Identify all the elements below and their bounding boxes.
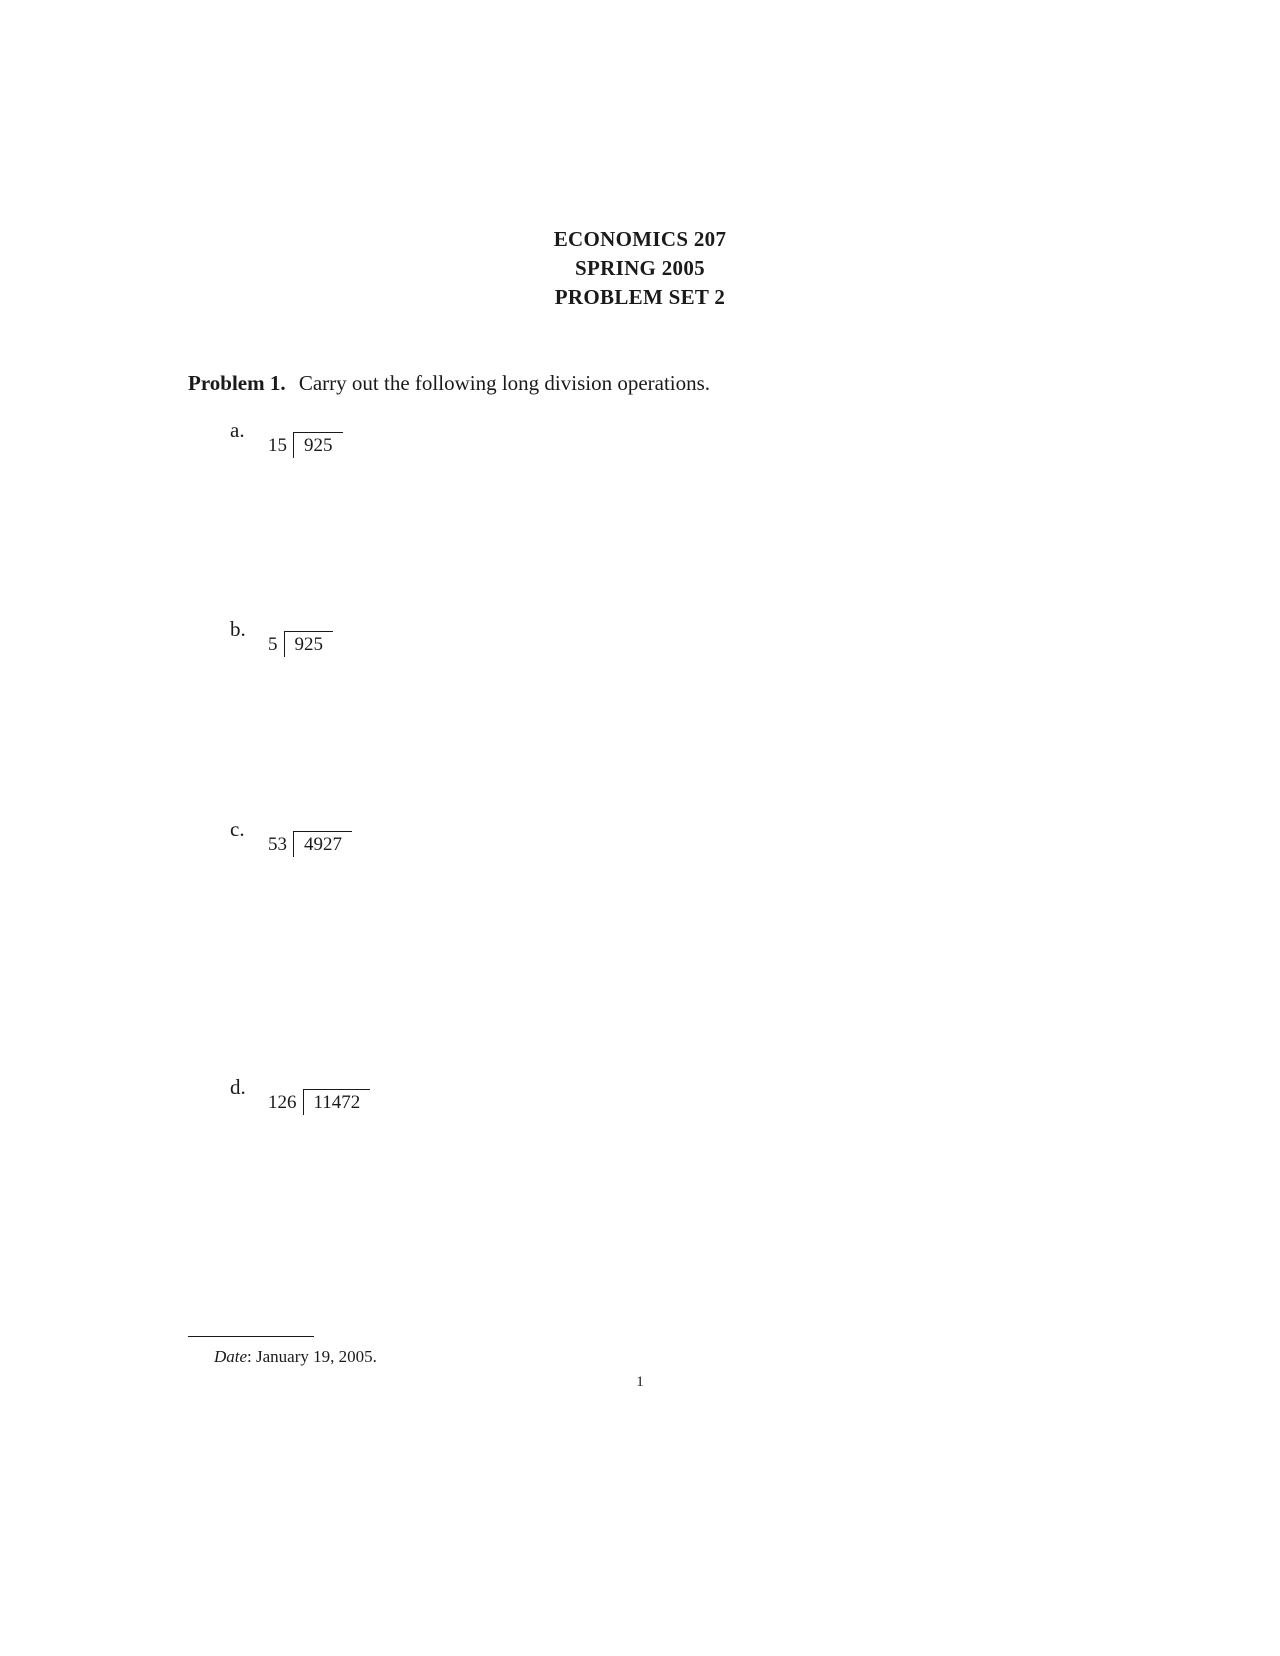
- long-division: [268, 1089, 370, 1115]
- document-title: [0, 225, 1280, 312]
- course-title: ECONOMICS 207: [553, 227, 727, 251]
- page-number: 1: [636, 1374, 644, 1390]
- problem-set-title: PROBLEM SET 2: [554, 285, 726, 309]
- footnote-rule: [188, 1336, 314, 1337]
- dividend: 4927: [293, 831, 352, 857]
- problem-instruction: Carry out the following long division operations.: [298, 371, 711, 395]
- dividend: 925: [293, 432, 343, 458]
- item-label: a.: [230, 418, 245, 442]
- divisor: 15: [268, 435, 287, 456]
- divisor: 5: [268, 634, 278, 655]
- long-division: [268, 432, 343, 458]
- footnote: [214, 1347, 377, 1367]
- dividend: 11472: [303, 1089, 371, 1115]
- term-title: SPRING 2005: [575, 256, 705, 280]
- item-label: b.: [230, 617, 246, 641]
- dividend: 925: [284, 631, 334, 657]
- long-division: [268, 831, 352, 857]
- footnote-value: : January 19, 2005.: [247, 1347, 377, 1366]
- problem-number: Problem 1.: [188, 371, 286, 395]
- long-division: [268, 631, 333, 657]
- footnote-key: Date: [214, 1347, 248, 1366]
- divisor: 126: [268, 1092, 297, 1113]
- item-label: d.: [230, 1075, 246, 1099]
- problem-heading: [188, 371, 710, 396]
- item-label: c.: [230, 817, 245, 841]
- divisor: 53: [268, 834, 287, 855]
